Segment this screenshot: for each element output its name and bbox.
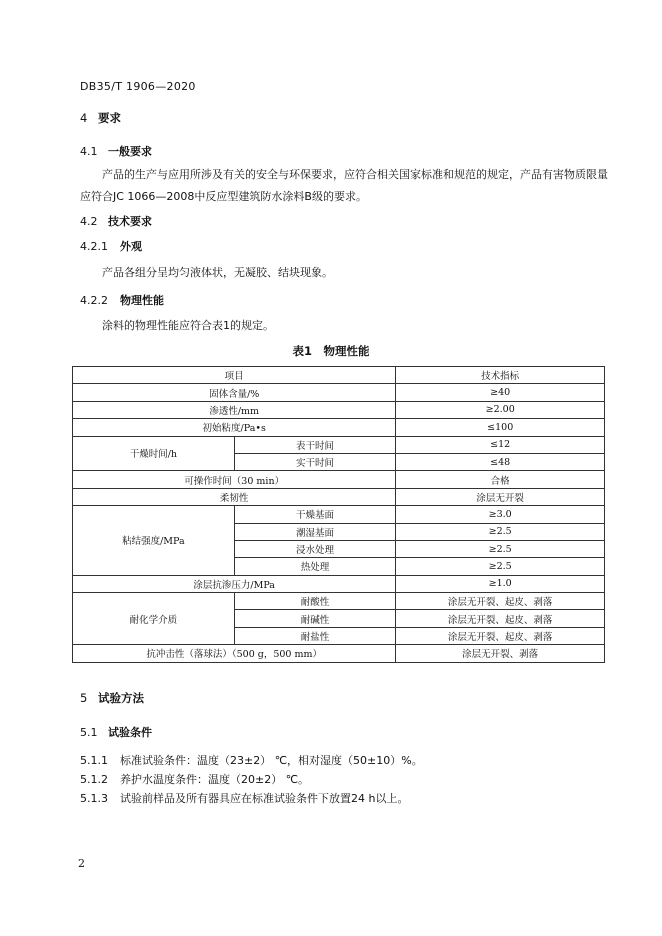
row-spec: 涂层无开裂、起皮、剥落 bbox=[396, 610, 605, 627]
section-title: 外观 bbox=[120, 240, 142, 253]
table-row bbox=[73, 401, 605, 418]
table-row bbox=[73, 575, 605, 592]
row-group: 耐化学介质 bbox=[73, 593, 235, 645]
clause-5-1-2 bbox=[80, 771, 309, 787]
row-item: 抗冲击性（落球法）（500 g，500 mm） bbox=[73, 645, 396, 662]
row-item: 渗透性/mm bbox=[73, 401, 396, 418]
row-subitem: 干燥基面 bbox=[234, 506, 396, 523]
table-header-row bbox=[73, 367, 605, 384]
appearance-paragraph: 产品各组分呈均匀液体状，无凝胶、结块现象。 bbox=[102, 266, 333, 279]
section-4-heading bbox=[80, 110, 121, 126]
row-spec: ≤100 bbox=[396, 419, 605, 436]
header-spec: 技术指标 bbox=[396, 367, 605, 384]
row-subitem: 耐碱性 bbox=[234, 610, 396, 627]
row-group: 粘结强度/MPa bbox=[73, 506, 235, 576]
row-item: 初始粘度/Pa•s bbox=[73, 419, 396, 436]
section-number: 5.1 bbox=[80, 726, 98, 739]
general-requirements-paragraph: 产品的生产与应用所涉及有关的安全与环保要求，应符合相关国家标准和规范的规定，产品有害物质限量应符合JC 1066—2008中反应型建筑防水涂料B级的要求。 bbox=[80, 168, 608, 203]
clause-5-1-1 bbox=[80, 752, 423, 768]
row-subitem: 热处理 bbox=[234, 558, 396, 575]
row-spec: ≥2.5 bbox=[396, 523, 605, 540]
row-spec: 涂层无开裂 bbox=[396, 488, 605, 505]
table-row bbox=[73, 488, 605, 505]
row-subitem: 潮湿基面 bbox=[234, 523, 396, 540]
section-title: 一般要求 bbox=[108, 145, 152, 158]
table-row bbox=[73, 593, 605, 610]
section-number: 4.2.2 bbox=[80, 294, 108, 307]
row-spec: 涂层无开裂、起皮、剥落 bbox=[396, 593, 605, 610]
table-caption: 表1 物理性能 bbox=[292, 344, 370, 358]
section-title: 要求 bbox=[98, 111, 121, 125]
table-row bbox=[73, 645, 605, 662]
section-number: 4.1 bbox=[80, 145, 98, 158]
standard-code: DB35/T 1906—2020 bbox=[80, 80, 196, 93]
section-5-heading bbox=[80, 690, 144, 706]
row-item: 柔韧性 bbox=[73, 488, 396, 505]
table-row bbox=[73, 471, 605, 488]
row-subitem: 耐酸性 bbox=[234, 593, 396, 610]
table-row bbox=[73, 419, 605, 436]
table-row bbox=[73, 384, 605, 401]
clause-number: 5.1.1 bbox=[80, 754, 108, 767]
row-item: 固体含量/% bbox=[73, 384, 396, 401]
row-spec: 涂层无开裂、剥落 bbox=[396, 645, 605, 662]
section-4-2-2-heading bbox=[80, 292, 164, 308]
physical-properties-paragraph: 涂料的物理性能应符合表1的规定。 bbox=[102, 319, 274, 332]
row-spec: 涂层无开裂、起皮、剥落 bbox=[396, 627, 605, 644]
row-spec: ≥1.0 bbox=[396, 575, 605, 592]
row-subitem: 实干时间 bbox=[234, 453, 396, 470]
page-number: 2 bbox=[78, 857, 85, 870]
row-spec: ≥3.0 bbox=[396, 506, 605, 523]
row-spec: ≥40 bbox=[396, 384, 605, 401]
clause-number: 5.1.2 bbox=[80, 773, 108, 786]
section-4-2-1-heading bbox=[80, 238, 142, 254]
section-5-1-heading bbox=[80, 724, 152, 740]
row-spec: ≤48 bbox=[396, 453, 605, 470]
header-item: 项目 bbox=[73, 367, 396, 384]
clause-text: 标准试验条件：温度（23±2） ℃，相对湿度（50±10）%。 bbox=[120, 754, 423, 767]
row-subitem: 表干时间 bbox=[234, 436, 396, 453]
section-4-2-heading bbox=[80, 213, 152, 229]
row-spec: ≤12 bbox=[396, 436, 605, 453]
row-spec: ≥2.00 bbox=[396, 401, 605, 418]
row-spec: ≥2.5 bbox=[396, 558, 605, 575]
section-title: 技术要求 bbox=[108, 215, 152, 228]
section-number: 5 bbox=[80, 691, 88, 705]
clause-number: 5.1.3 bbox=[80, 792, 108, 805]
row-item: 可操作时间（30 min） bbox=[73, 471, 396, 488]
row-spec: 合格 bbox=[396, 471, 605, 488]
section-number: 4.2 bbox=[80, 215, 98, 228]
clause-text: 试验前样品及所有器具应在标准试验条件下放置24 h以上。 bbox=[120, 792, 409, 805]
section-number: 4.2.1 bbox=[80, 240, 108, 253]
row-subitem: 浸水处理 bbox=[234, 540, 396, 557]
row-group: 干燥时间/h bbox=[73, 436, 235, 471]
section-title: 物理性能 bbox=[120, 294, 164, 307]
clause-text: 养护水温度条件：温度（20±2） ℃。 bbox=[120, 773, 310, 786]
row-spec: ≥2.5 bbox=[396, 540, 605, 557]
section-title: 试验条件 bbox=[108, 726, 152, 739]
row-item: 涂层抗渗压力/MPa bbox=[73, 575, 396, 592]
physical-properties-table bbox=[72, 366, 605, 663]
row-subitem: 耐盐性 bbox=[234, 627, 396, 644]
section-title: 试验方法 bbox=[98, 691, 144, 705]
clause-5-1-3 bbox=[80, 790, 408, 806]
table-row bbox=[73, 436, 605, 453]
section-number: 4 bbox=[80, 111, 88, 125]
table-row bbox=[73, 506, 605, 523]
section-4-1-heading bbox=[80, 143, 152, 159]
